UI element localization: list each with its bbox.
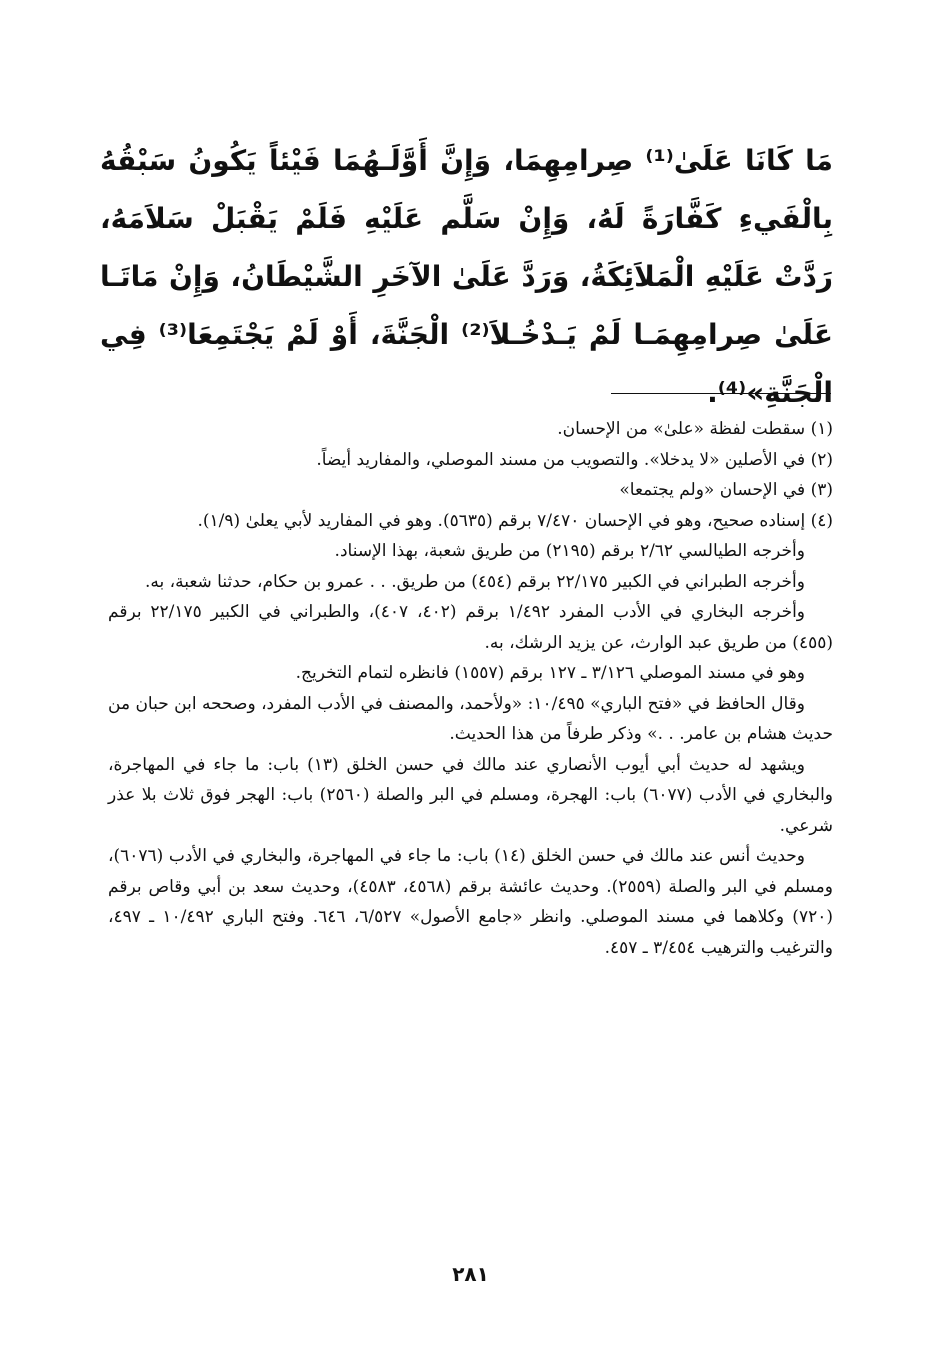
footnote-divider (611, 393, 831, 394)
footnote-paragraph: ويشهد له حديث أبي أيوب الأنصاري عند مالك في حسن الخلق (١٣) باب: ما جاء في المهاجرة، والبخاري في الأدب (٦٠٧٧) باب: الهجرة، ومسلم في البر والصلة (٢٥٦٠) باب: الهجر فوق ثلاث بلا عذر شرعي. (108, 754, 834, 836)
footnote-paragraph: وحديث أنس عند مالك في حسن الخلق (١٤) باب: ما جاء في المهاجرة، والبخاري في الأدب (٦٠٧٦)، ومسلم في البر والصلة (٢٥٥٩). وحديث عائشة برقم (٤٥٦٨، ٤٥٨٣)، وحديث سعد بن أبي وقاص برقم (٧٢٠) وكلاهما في مسند الموصلي. وانظر «جامع الأصول» ٦/٥٢٧، ٦٤٦. وفتح الباري ١٠/٤٩٢ ـ ٤٩٧، والترغيب والترهيب ٣/٤٥٤ ـ ٤٥٧. (108, 846, 833, 958)
footnote-paragraph: وقال الحافظ في «فتح الباري» ١٠/٤٩٥: «ولأحمد، والمصنف في الأدب المفرد، وصححه ابن حبان من حديث هشام بن عامر. . .» وذكر طرفاً من هذا الحديث. (108, 693, 833, 744)
footnote-4: (٤) إسناده صحيح، وهو في الإحسان ٧/٤٧٠ برقم (٥٦٣٥). وهو في المفاريد لأبي يعلىٰ (١/٩). (197, 510, 833, 531)
footnote-2: (٢) في الأصلين «لا يدخلا». والتصويب من مسند الموصلي، والمفاريد أيضاً. (316, 449, 833, 470)
hadith-text: مَا كَانَا عَلَىٰ⁽¹⁾ صِرامِهِمَا، وَإِنَّ أَوَّلَـهُمَا فَيْئاً يَكُونُ سَبْقُهُ بِالْفَيءِ كَفَّارَةً لَهُ، وَإِنْ سَلَّم عَلَيْهِ فَلَمْ يَقْبَلْ سَلاَمَهُ، رَدَّتْ عَلَيْهِ الْمَلاَئِكَةُ، وَرَدَّ عَلَىٰ الآخَرِ الشَّيْطَانُ، وَإِنْ مَاتَـا عَلَىٰ صِرامِهِمَـا لَمْ يَـدْخُـلاَ⁽²⁾ الْجَنَّةَ، أَوْ لَمْ يَجْتَمِعَا⁽³⁾ فِي الْجَنَّةِ»⁽⁴⁾. (100, 144, 833, 409)
footnote-paragraph: وأخرجه الطبراني في الكبير ٢٢/١٧٥ برقم (٤٥٤) من طريق. . . عمرو بن حكام، حدثنا شعبة، به. (144, 571, 805, 592)
footnote-3: (٣) في الإحسان «ولم يجتمعا» (619, 480, 833, 500)
footnote-paragraph: وأخرجه الطيالسي ٢/٦٢ برقم (٢١٩٥) من طريق شعبة، بهذا الإسناد. (334, 541, 805, 561)
hadith-text-block (100, 132, 833, 422)
footnote-1: (١) سقطت لفظة «علىٰ» من الإحسان. (557, 419, 833, 439)
footnote-paragraph: وأخرجه البخاري في الأدب المفرد ١/٤٩٢ برقم (٤٠٢، ٤٠٧)، والطبراني في الكبير ٢٢/١٧٥ برقم (٤٥٥) من طريق عبد الوارث، عن يزيد الرشك، به. (108, 602, 833, 653)
page-number: ٢٨١ (452, 1262, 489, 1286)
footnotes-section (108, 414, 833, 963)
footnote-paragraph: وهو في مسند الموصلي ٣/١٢٦ ـ ١٢٧ برقم (١٥٥٧) فانظره لتمام التخريج. (295, 663, 805, 683)
